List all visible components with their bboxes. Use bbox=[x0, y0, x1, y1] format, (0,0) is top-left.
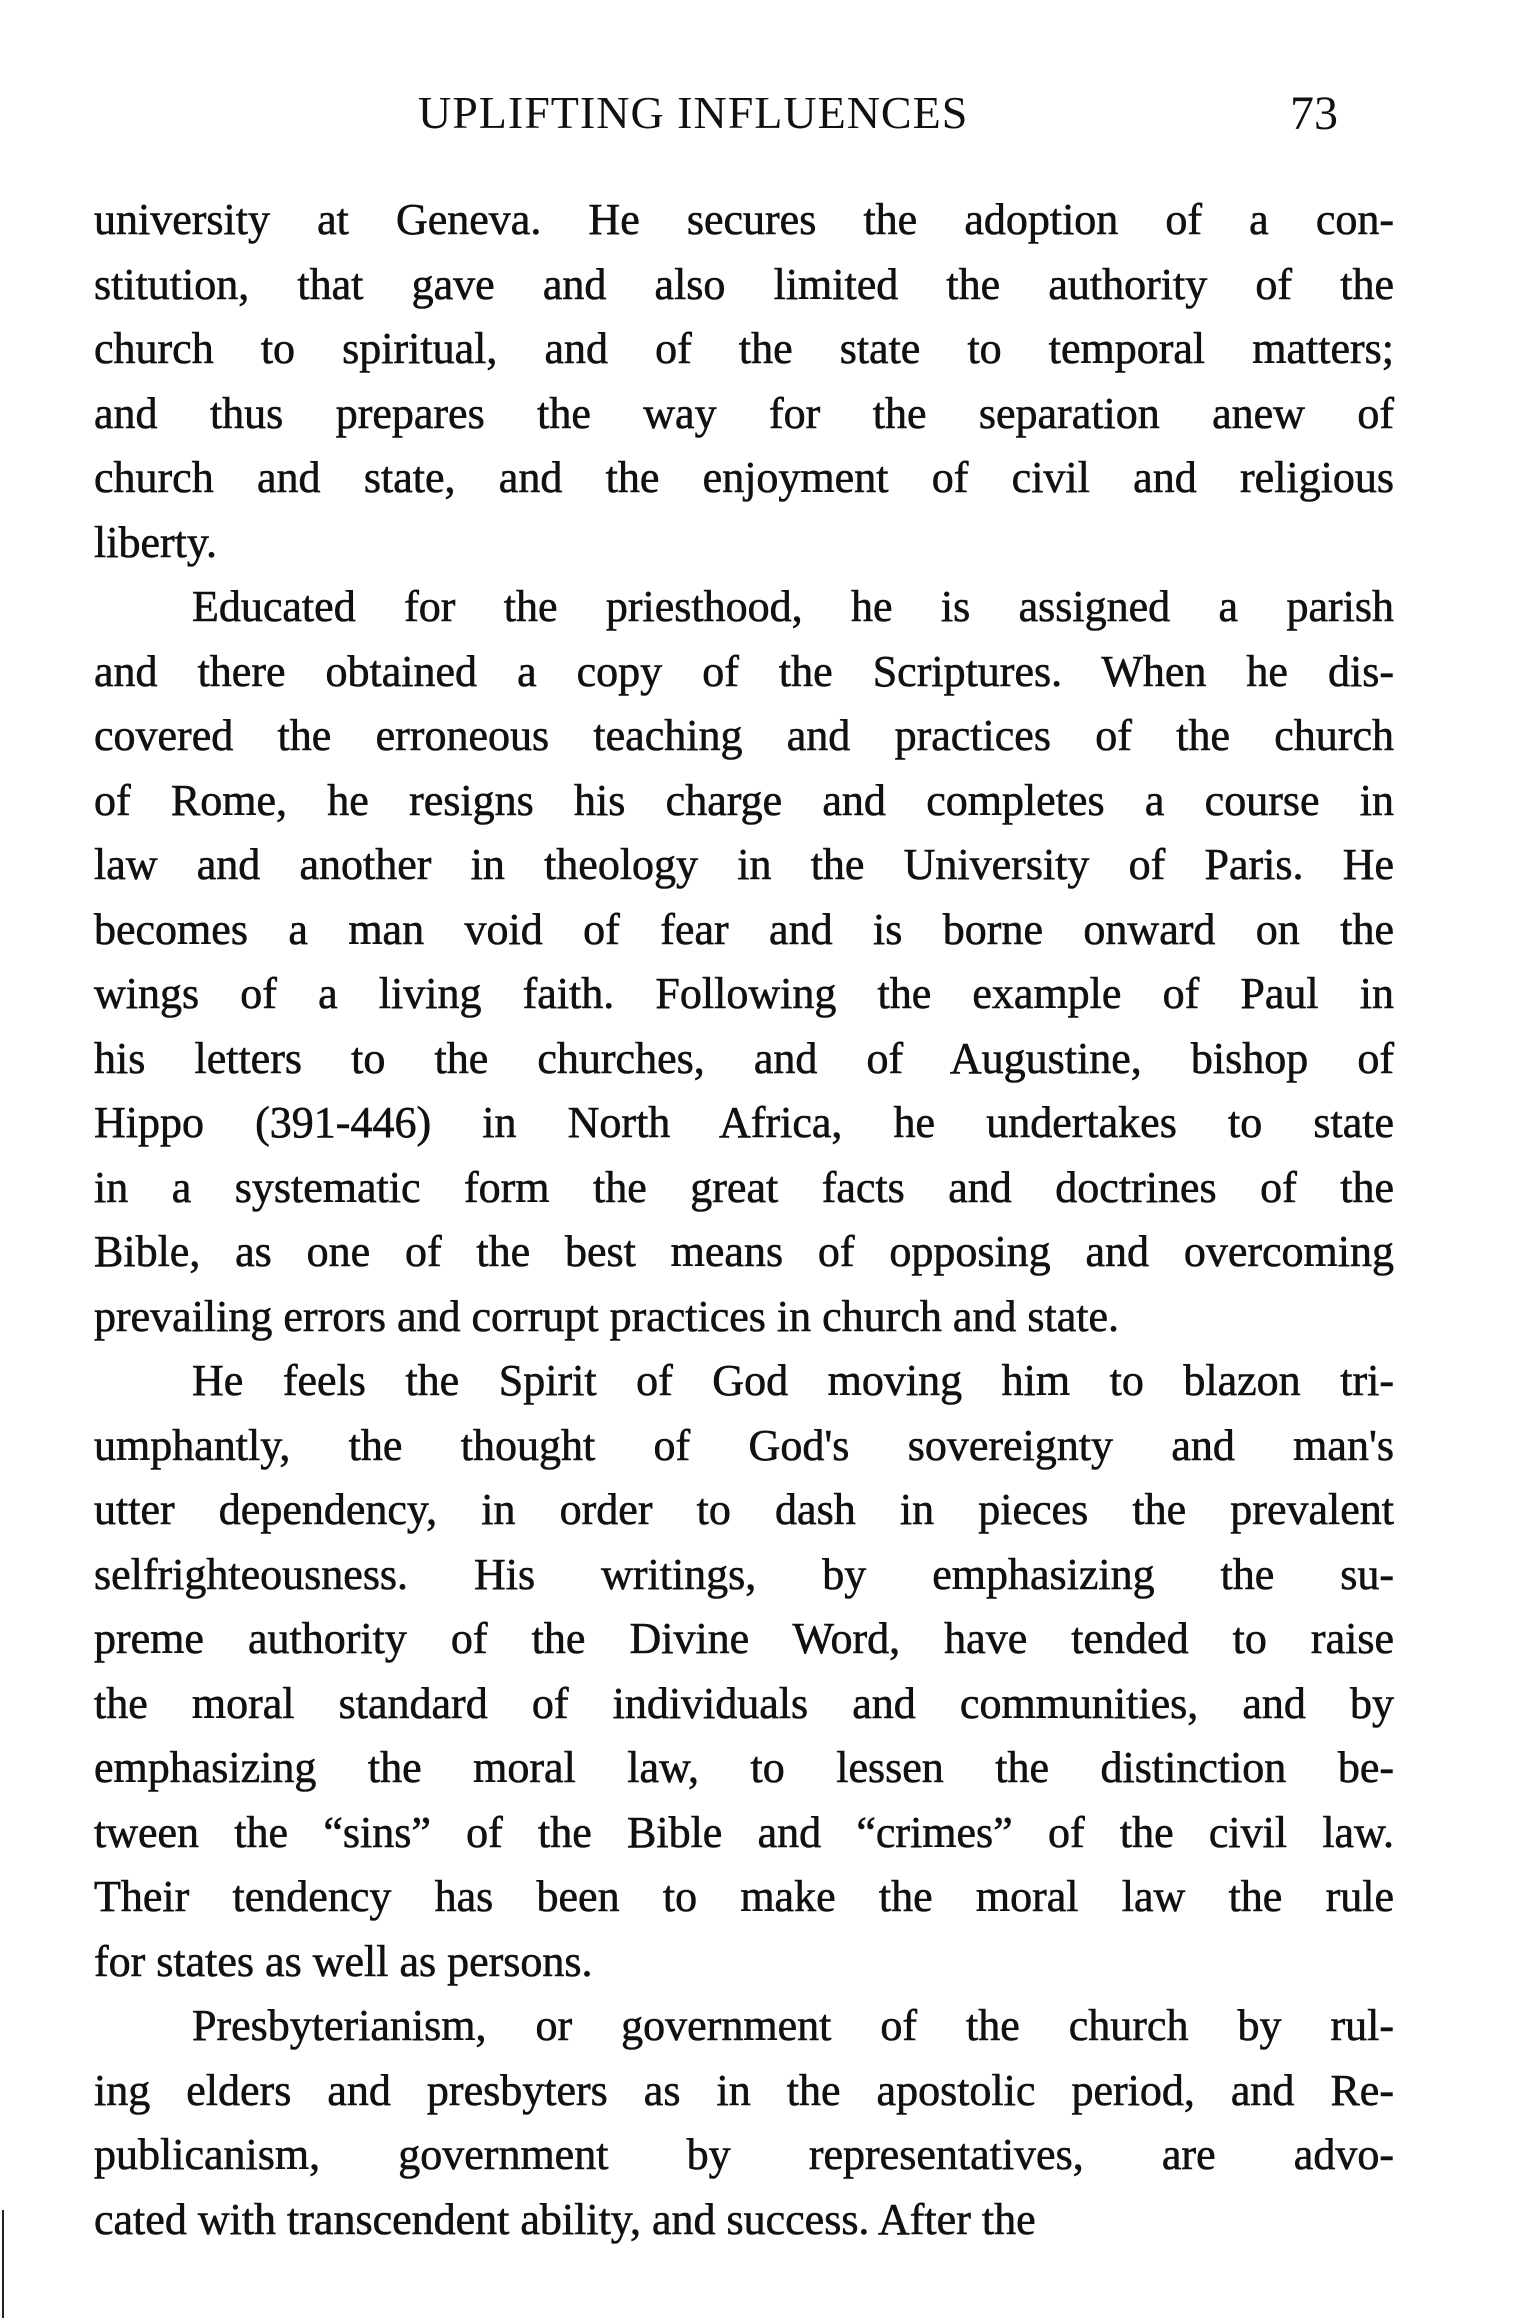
text-line: umphantly, the thought of God's sovereignty and man's bbox=[94, 1420, 1394, 1470]
text-line: of Rome, he resigns his charge and completes a course in bbox=[94, 775, 1394, 825]
text-line: the moral standard of individuals and communities, and by bbox=[94, 1678, 1394, 1728]
paragraph bbox=[94, 1349, 1394, 1994]
text-line: wings of a living faith. Following the example of Paul in bbox=[94, 969, 1394, 1018]
text-line: publicanism, government by representatives, are advo- bbox=[94, 2130, 1394, 2179]
text-line: and there obtained a copy of the Scriptures. When he dis- bbox=[94, 646, 1394, 696]
text-line: cated with transcendent ability, and success. After the bbox=[94, 2194, 1036, 2244]
text-line: law and another in theology in the University of Paris. He bbox=[94, 840, 1394, 889]
text-line: He feels the Spirit of God moving him to blazon tri- bbox=[192, 1356, 1394, 1405]
text-line: Hippo (391-446) in North Africa, he undertakes to state bbox=[94, 1098, 1394, 1147]
scan-edge-mark bbox=[2, 2210, 4, 2318]
text-line: ing elders and presbyters as in the apostolic period, and Re- bbox=[94, 2065, 1394, 2115]
text-line: selfrighteousness. His writings, by emphasizing the su- bbox=[94, 1549, 1394, 1599]
text-line: stitution, that gave and also limited the authority of the bbox=[94, 259, 1394, 309]
paragraph bbox=[94, 1994, 1394, 2252]
text-line: emphasizing the moral law, to lessen the distinction be- bbox=[94, 1743, 1394, 1792]
text-line: liberty. bbox=[94, 517, 217, 567]
text-line: Bible, as one of the best means of opposing and overcoming bbox=[94, 1227, 1394, 1276]
text-line: Their tendency has been to make the moral law the rule bbox=[94, 1872, 1394, 1921]
text-line: preme authority of the Divine Word, have tended to raise bbox=[94, 1614, 1394, 1663]
running-title: UPLIFTING INFLUENCES bbox=[418, 87, 969, 138]
text-line: university at Geneva. He secures the adoption of a con- bbox=[94, 195, 1394, 244]
text-line: church to spiritual, and of the state to temporal matters; bbox=[94, 324, 1394, 373]
text-line: utter dependency, in order to dash in pieces the prevalent bbox=[94, 1485, 1394, 1534]
text-line: Educated for the priesthood, he is assigned a parish bbox=[192, 582, 1394, 631]
page-number: 73 bbox=[1290, 87, 1338, 140]
text-line: prevailing errors and corrupt practices in church and state. bbox=[94, 1291, 1120, 1341]
text-line: in a systematic form the great facts and doctrines of the bbox=[94, 1162, 1394, 1212]
text-line: tween the “sins” of the Bible and “crimes” of the civil law. bbox=[94, 1807, 1394, 1857]
text-line: and thus prepares the way for the separation anew of bbox=[94, 388, 1394, 438]
text-line: becomes a man void of fear and is borne onward on the bbox=[94, 904, 1394, 954]
text-line: his letters to the churches, and of Augustine, bishop of bbox=[94, 1033, 1394, 1083]
body-text bbox=[94, 188, 1394, 2252]
text-line: Presbyterianism, or government of the church by rul- bbox=[192, 2001, 1394, 2050]
text-line: for states as well as persons. bbox=[94, 1936, 593, 1986]
text-line: covered the erroneous teaching and practices of the church bbox=[94, 711, 1394, 760]
paragraph bbox=[94, 575, 1394, 1349]
text-line: church and state, and the enjoyment of civil and religious bbox=[94, 453, 1394, 502]
page-header bbox=[0, 86, 1514, 146]
paragraph bbox=[94, 188, 1394, 575]
